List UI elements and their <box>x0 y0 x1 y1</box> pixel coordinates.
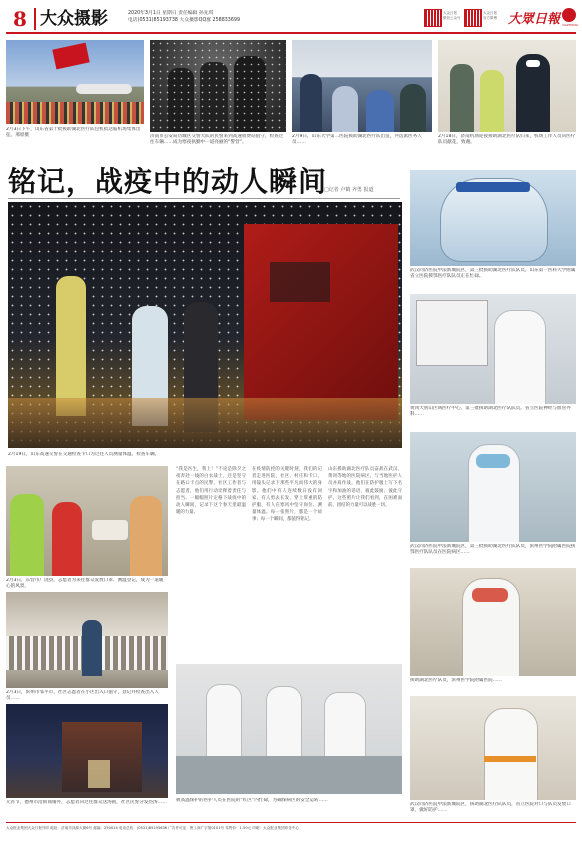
right-photo-protective-suit <box>410 432 576 542</box>
volunteer-figure <box>130 496 162 576</box>
body-text-col1: “我是医生，我上！”不论是除夕之夜奔赴一线的白衣战士，还是坚守在路口卡点的民警、社区工作者与志愿者，他们用行动诠释着责任与担当。一幅幅照片定格下战疫中的动人瞬间，记录下这个春天里最温暖的力量。 <box>176 467 246 516</box>
weibo-qr-label: 大众日报 官方微博 <box>483 11 497 20</box>
truck-window <box>270 262 330 302</box>
top-photo-1-caption: 2月3日下午，山东省第十批援助湖北医疗队包机抵达临机场集体出征。邢原摄 <box>6 127 141 138</box>
newspaper-masthead: 大眾日報 <box>507 12 560 27</box>
face-mask-shape <box>526 60 540 67</box>
person-figure <box>480 70 504 132</box>
bottom-center-photo-lab <box>176 664 402 794</box>
top-photo-3-caption: 2月9日，山东大学第二医院援助湖北医疗队出征，共选派医务人员…… <box>292 134 422 145</box>
top-photo-airport <box>6 40 144 124</box>
weibo-qr-code <box>464 9 482 27</box>
masthead-sub: DAZHONG <box>562 23 578 27</box>
right-photo-2-caption: 黄冈大别山区域医疗中心，第三批援助湖北医疗队队员。省立医院神经与血管外科…… <box>410 406 571 417</box>
top-photo-airport-welcome <box>438 40 576 132</box>
right-photo-1-caption: 武汉同济医院中法新城院区，第三批援助湖北医疗队队员。山东第一医科大学附属省立医院援鄂医疗队队员正在忙碌。 <box>410 268 576 279</box>
lamp-light <box>88 760 110 788</box>
right-photo-doctor <box>410 696 576 800</box>
top-photo-police <box>150 40 286 132</box>
person-figure <box>332 86 358 132</box>
medical-worker-figure <box>494 310 546 404</box>
page-number: 8 <box>6 8 36 30</box>
person-figure <box>450 64 474 132</box>
medical-worker-figure <box>266 686 302 762</box>
mid-left2-photo-caption: 2月3日，滨州市邹平市，社区志愿者在小区出入口值守，登记并检查出入人员…… <box>6 690 159 701</box>
right-photo-3-caption: 武汉同济医院中法新城院区，第三批援助湖北医疗队队员，滨州医学院附属医院援鄂医疗队队员在医院病区…… <box>410 544 576 555</box>
lower-left-photo-night <box>6 704 168 798</box>
top-photo-4-caption: 2月18日，济南机场迎接援助湖北医疗队归来，机场工作人员向医疗队员献花，致谢。 <box>438 134 576 145</box>
crowd-shape <box>6 102 144 124</box>
truck-shape <box>244 224 398 420</box>
traffic-officer-figure <box>56 276 86 416</box>
right-photo-ward <box>410 294 576 404</box>
goggles-shape <box>472 588 508 602</box>
cooking-pot-shape <box>92 520 128 540</box>
edition-date-editor: 2020年3月1日 星期日 责任编辑 孙先琪 <box>128 11 214 16</box>
person-figure <box>300 74 322 132</box>
shield-label-band <box>456 182 530 192</box>
top-photo-2-caption: 济南市公安局历城区交警大队的民警来到高速收费站值守，检查过往车辆……成为寒夜执勤中一道亮丽的“警营”。 <box>150 134 284 145</box>
feature-headline: 铭记，战疫中的动人瞬间 <box>8 165 328 198</box>
guard-figure <box>82 620 102 676</box>
medical-worker-figure <box>484 708 538 800</box>
person-figure <box>366 90 394 132</box>
wechat-qr-code <box>424 9 442 27</box>
flag-shape <box>52 43 89 70</box>
headline-rule <box>8 198 400 199</box>
work-table-shape <box>176 756 402 794</box>
bottom-center-photo-caption: 被高温保护的医护人员在医院的“红区”内忙碌，为确保病区的安全运转…… <box>176 798 328 803</box>
right-photo-5-caption: 武汉同济医院中法新城院区，援助湖北医疗队队员，省立医院对口与队员发放口罩，做好防护…… <box>410 802 571 813</box>
edition-contact: 电话(0531)85193738 大众摄影QQ群 258833699 <box>128 18 241 23</box>
main-photo-checkpoint <box>8 202 402 448</box>
edition-meta <box>128 10 240 24</box>
mid-left-photo-volunteers <box>6 466 168 576</box>
medical-worker-figure <box>324 692 366 762</box>
body-text-col3: 山东援助湖北医疗队员奋战在武汉、黄冈等地的医院病区，与当地医护人员并肩作战。他们在防护服上写下名字和加油的话语，彼此鼓励，彼此守护。这些照片让我们看到，在困难面前，团结的力量可以战胜一切。 <box>328 467 402 509</box>
airplane-shape <box>76 84 132 94</box>
right-photo-corridor <box>410 568 576 676</box>
person-figure <box>400 84 426 132</box>
volunteer-figure <box>10 494 44 576</box>
lower-left-photo-caption: 元宵节，德州市沿街商铺外，志愿者向过往群众送汤圆，社区民警分发热汤…… <box>6 800 167 805</box>
section-title: 大众摄影 <box>40 9 108 29</box>
goggles-shape <box>476 454 510 468</box>
snow-overlay <box>150 40 286 132</box>
top-photo-medical-team <box>292 40 432 132</box>
mid-left2-photo-checkpoint <box>6 592 168 688</box>
road-shape <box>8 398 402 448</box>
newspaper-emblem <box>562 8 576 22</box>
publisher-footer: 大众报业集团大众日报刊印 地址：济南市泺源大街6号 邮编：250014 电话总机：(0531)85193636 广告许可证：鲁工商广字第0101号 零售价：1.50元 印刷：大众报业集团印务中心 <box>6 826 300 830</box>
mid-left-photo-caption: 2月3日，东营市广饶县，志愿者为来往群众发放口罩、测温登记，成为一道暖心的风景。 <box>6 578 164 589</box>
main-photo-caption: 2月19日，山东高速交警在交通检查卡口为过往人员测量体温、检查车辆。 <box>8 452 160 457</box>
byline: □记者 卢鹤 齐勇 报道 <box>324 187 374 193</box>
right-photo-4-caption: 援助湖北医疗队员，滨州医学院附属医院…… <box>410 678 502 683</box>
footer-rule <box>6 822 576 823</box>
volunteer-figure <box>52 502 82 576</box>
suit-stripe <box>484 756 536 762</box>
medical-worker-figure <box>206 684 242 762</box>
body-text-col2: 在疫情防控的关键时刻，我们的记者走进医院、社区、村庄和卡口，用镜头记录下那些平凡而伟大的身影。他们中有人连续数日没有回家，有人剪去长发、穿上厚重的防护服，有人在寒风中坚守岗位、测量体温。每一张照片，都是一个故事；每一个瞬间，都值得铭记。 <box>252 467 322 523</box>
header-rule <box>6 32 576 34</box>
whiteboard-shape <box>416 300 488 366</box>
wechat-qr-label: 大众日报 微信公众号 <box>443 11 461 20</box>
right-photo-face-shield <box>410 170 576 266</box>
